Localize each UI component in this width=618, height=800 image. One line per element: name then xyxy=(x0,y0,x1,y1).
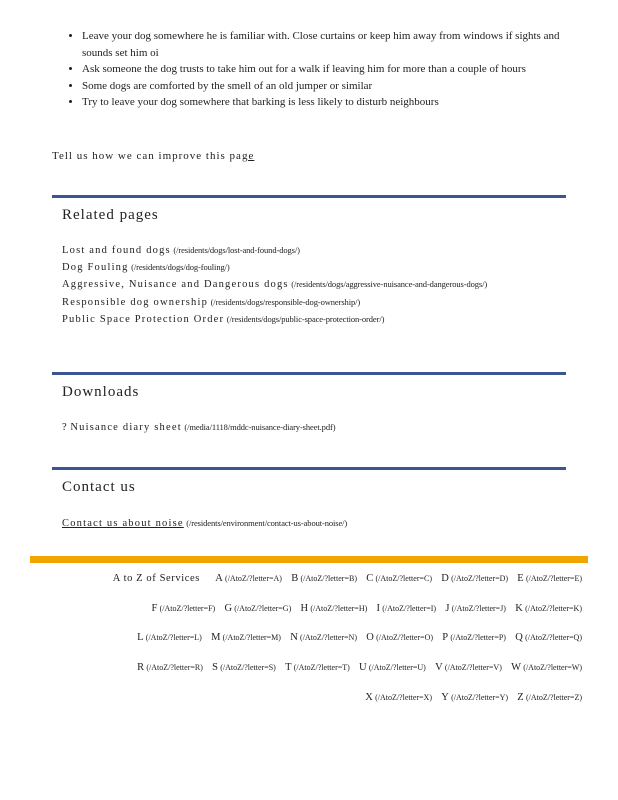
related-link[interactable] xyxy=(62,276,542,293)
related-link-url: (/residents/dogs/responsible-dog-ownership/) xyxy=(210,296,361,307)
atoz-letter-link[interactable]: C (/AtoZ/?letter=C) xyxy=(366,573,432,584)
related-link-label: Lost and found dogs xyxy=(62,245,171,256)
download-link-label: Nuisance diary sheet xyxy=(70,422,182,433)
atoz-letter-link[interactable]: H (/AtoZ/?letter=H) xyxy=(300,603,368,614)
atoz-letter-link[interactable]: U (/AtoZ/?letter=U) xyxy=(359,662,426,673)
related-link-label: Responsible dog ownership xyxy=(62,296,209,308)
atoz-letter-link[interactable]: E (/AtoZ/?letter=E) xyxy=(517,573,582,584)
atoz-letter-link[interactable]: Q (/AtoZ/?letter=Q) xyxy=(515,632,582,643)
advice-item: • Ask someone the dog trusts to take him out for a walk if leaving him for more than a couple of hours xyxy=(82,61,592,78)
advice-list xyxy=(64,28,592,111)
atoz-row xyxy=(30,573,582,584)
atoz-letter-link[interactable]: P (/AtoZ/?letter=P) xyxy=(442,632,506,643)
atoz-letter-link[interactable]: A (/AtoZ/?letter=A) xyxy=(215,573,282,584)
atoz-row xyxy=(30,603,582,614)
download-link[interactable] xyxy=(62,419,542,436)
atoz-title: A to Z of Services xyxy=(112,573,200,584)
atoz-letter-link[interactable]: D (/AtoZ/?letter=D) xyxy=(441,573,509,584)
contact-link-url: (/residents/environment/contact-us-about-noise/) xyxy=(186,518,348,528)
atoz-letter-link[interactable]: Z (/AtoZ/?letter=Z) xyxy=(517,692,582,703)
atoz-letter-link[interactable]: S (/AtoZ/?letter=S) xyxy=(212,662,276,673)
related-link-url: (/residents/dogs/dog-fouling/) xyxy=(131,262,230,273)
downloads-title: Downloads xyxy=(62,384,140,400)
atoz-letter-link[interactable]: Y (/AtoZ/?letter=Y) xyxy=(441,692,509,703)
contact-section xyxy=(52,467,566,540)
advice-item: • Try to leave your dog somewhere that barking is less likely to disturb neighbours xyxy=(82,94,592,111)
advice-item: • Some dogs are comforted by the smell of an old jumper or similar xyxy=(82,78,592,95)
related-link-url: (/residents/dogs/aggressive-nuisance-and-dangerous-dogs/) xyxy=(291,279,488,290)
contact-links xyxy=(62,515,542,532)
atoz-letter-link[interactable]: W (/AtoZ/?letter=W) xyxy=(511,662,582,673)
atoz-letter-link[interactable]: B (/AtoZ/?letter=B) xyxy=(291,573,357,584)
improve-page-link[interactable] xyxy=(52,150,254,162)
atoz-row xyxy=(30,692,582,703)
atoz-letter-link[interactable]: K (/AtoZ/?letter=K) xyxy=(515,603,582,614)
contact-title: Contact us xyxy=(62,479,136,495)
improve-text: Tell us how we can improve this pa xyxy=(52,150,242,162)
download-link-url: (/media/1118/mddc-nuisance-diary-sheet.pdf) xyxy=(184,422,336,432)
advice-item: • Leave your dog somewhere he is familiar with. Close curtains or keep him away from windows if sights and sounds set him oi xyxy=(82,28,592,61)
related-link[interactable] xyxy=(62,294,542,311)
atoz-letter-link[interactable]: G (/AtoZ/?letter=G) xyxy=(224,603,292,614)
atoz-letter-link[interactable]: L (/AtoZ/?letter=L) xyxy=(137,632,202,643)
related-link[interactable] xyxy=(62,242,542,259)
atoz-letter-link[interactable]: J (/AtoZ/?letter=J) xyxy=(445,603,506,614)
related-pages-section xyxy=(52,195,566,358)
atoz-row xyxy=(30,662,582,673)
atoz-letter-link[interactable]: T (/AtoZ/?letter=T) xyxy=(285,662,350,673)
file-icon: ? xyxy=(62,422,68,433)
related-links xyxy=(62,242,542,328)
related-link-label: Aggressive, Nuisance and Dangerous dogs xyxy=(62,279,289,291)
related-link-label: Dog Fouling xyxy=(62,262,129,274)
contact-link-label: Contact us about noise xyxy=(62,518,184,529)
related-link[interactable] xyxy=(62,259,542,276)
download-links xyxy=(62,419,542,436)
atoz-letter-link[interactable]: R (/AtoZ/?letter=R) xyxy=(137,662,203,673)
atoz-letter-link[interactable]: F (/AtoZ/?letter=F) xyxy=(151,603,216,614)
atoz-row xyxy=(30,632,582,643)
improve-text-underlined: ge xyxy=(241,150,255,162)
downloads-section xyxy=(52,372,566,455)
atoz-letter-link[interactable]: X (/AtoZ/?letter=X) xyxy=(365,692,432,703)
related-link[interactable] xyxy=(62,311,542,328)
contact-noise-link[interactable] xyxy=(62,515,542,532)
related-link-url: (/residents/dogs/public-space-protection-order/) xyxy=(226,313,385,324)
atoz-letter-link[interactable]: I (/AtoZ/?letter=I) xyxy=(376,603,437,614)
footer-divider xyxy=(30,556,588,563)
atoz-letter-link[interactable]: O (/AtoZ/?letter=O) xyxy=(366,632,434,643)
related-link-url: (/residents/dogs/lost-and-found-dogs/) xyxy=(173,245,300,255)
atoz-letter-link[interactable]: M (/AtoZ/?letter=M) xyxy=(211,632,281,643)
related-pages-title: Related pages xyxy=(62,207,159,223)
related-link-label: Public Space Protection Order xyxy=(62,313,225,325)
atoz-letter-link[interactable]: V (/AtoZ/?letter=V) xyxy=(435,662,502,673)
atoz-letter-link[interactable]: N (/AtoZ/?letter=N) xyxy=(290,632,357,643)
